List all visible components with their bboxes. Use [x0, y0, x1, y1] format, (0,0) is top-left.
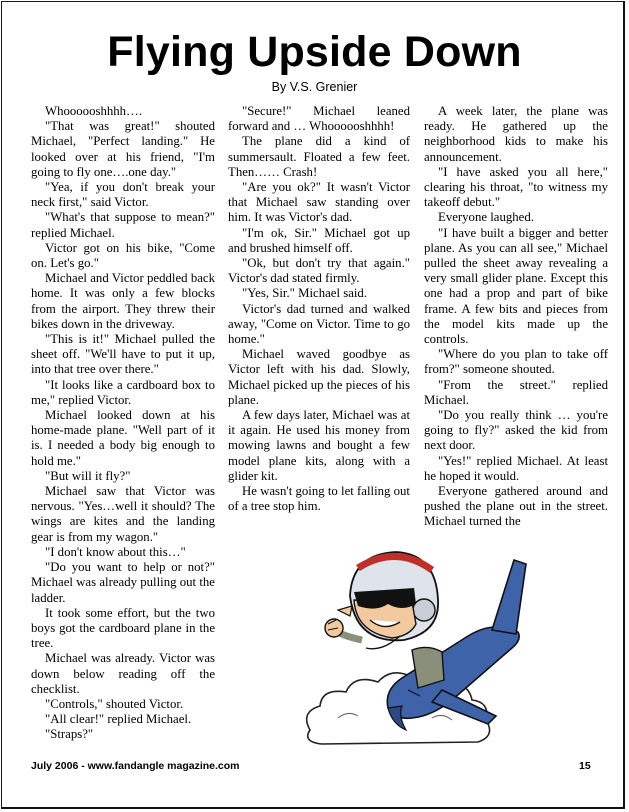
text-column-3 [424, 104, 608, 530]
paragraph: "Do you really think … you're going to fly?" asked the kid from next door. [424, 408, 608, 453]
paragraph: "Ok, but don't try that again." Victor's dad stated firmly. [228, 256, 410, 286]
paragraph: "I don't know about this…" [45, 544, 186, 559]
paragraph: "All clear!" replied Michael. [45, 712, 192, 727]
paragraph: Michael and Victor peddled back home. It was only a few blocks from the airport. They threw their bikes down in the driveway. [31, 271, 215, 331]
paragraph: "Are you ok?" It wasn't Victor that Michael saw standing over him. It was Victor's dad. [228, 180, 410, 225]
pilot-icon [325, 552, 444, 688]
paragraph: "I'm ok, Sir." Michael got up and brushed himself off. [228, 225, 410, 255]
paragraph: It took some effort, but the two boys got the cardboard plane in the tree. [31, 605, 215, 651]
page-number: 15 [579, 760, 591, 772]
paragraph: Everyone gathered around and pushed the plane out in the street. Michael turned the [424, 484, 608, 529]
paragraph: "From the street." replied Michael. [424, 377, 608, 407]
paragraph: "Controls," shouted Victor. [45, 696, 184, 711]
paragraph: He wasn't going to let falling out of a tree stop him. [228, 484, 410, 514]
text-column-2 [228, 104, 410, 514]
paragraph: "That was great!" shouted Michael, "Perfect landing." He looked over at his friend, "I'm going to fly one….one day." [31, 119, 215, 179]
paragraph: "I have asked you all here," clearing his throat, "to witness my takeoff debut." [424, 164, 608, 210]
paragraph: Michael was already. Victor was down below reading off the checklist. [31, 651, 215, 696]
paragraph: "I have built a bigger and better plane. As you can all see," Michael pulled the sheet away revealing a very small glider plane. Except this one had a prop and part of bike frame. A few bits and pieces from the model kits made up the controls. [424, 225, 608, 347]
paragraph: "Straps?" [45, 727, 94, 742]
paragraph: Victor's dad turned and walked away, "Come on Victor. Time to go home." [228, 301, 410, 347]
paragraph: Everyone laughed. [438, 210, 534, 225]
paragraph: Michael looked down at his home-made plane. "Well part of it is. I needed a body big enough to hold me." [31, 408, 215, 468]
paragraph: "Yea, if you don't break your neck first," said Victor. [31, 180, 215, 210]
pilot-jet-illustration [292, 540, 544, 756]
paragraph: "Yes!" replied Michael. At least he hoped it would. [424, 453, 608, 483]
paragraph: "Secure!" Michael leaned forward and … Whoooooshhhh! [228, 104, 410, 134]
paragraph: "It looks like a cardboard box to me," replied Victor. [31, 377, 215, 407]
footer-issue-date: July 2006 - www.fandangle magazine.com [31, 760, 240, 772]
paragraph: Whoooooshhhh…. [45, 104, 143, 118]
text-column-1 [31, 104, 215, 743]
article-byline: By V.S. Grenier [271, 80, 358, 94]
paragraph: "This is it!" Michael pulled the sheet off. "We'll have to put it up, into that tree over there." [31, 332, 215, 377]
paragraph: "But will it fly?" [45, 468, 131, 483]
paragraph: The plane did a kind of summersault. Floated a few feet. Then…… Crash! [228, 134, 410, 179]
paragraph: A few days later, Michael was at it again. He used his money from mowing lawns and bought a few model plane kits, along with a glider kit. [228, 408, 410, 483]
paragraph: Michael waved goodbye as Victor left with his dad. Slowly, Michael picked up the pieces of his plane. [228, 347, 410, 407]
paragraph: A week later, the plane was ready. He gathered up the neighborhood kids to make his announcement. [424, 104, 608, 164]
paragraph: "Do you want to help or not?" Michael was already pulling out the ladder. [31, 560, 215, 605]
paragraph: "What's that suppose to mean?" replied Michael. [31, 210, 215, 240]
paragraph: Victor got on his bike, "Come on. Let's go." [31, 240, 215, 271]
paragraph: Michael saw that Victor was nervous. "Yes…well it should? The wings are kites and the landing gear is from my wagon." [31, 484, 215, 544]
article-title: Flying Upside Down [107, 28, 522, 76]
paragraph: "Yes, Sir." Michael said. [242, 286, 368, 301]
paragraph: "Where do you plan to take off from?" someone shouted. [424, 347, 608, 377]
